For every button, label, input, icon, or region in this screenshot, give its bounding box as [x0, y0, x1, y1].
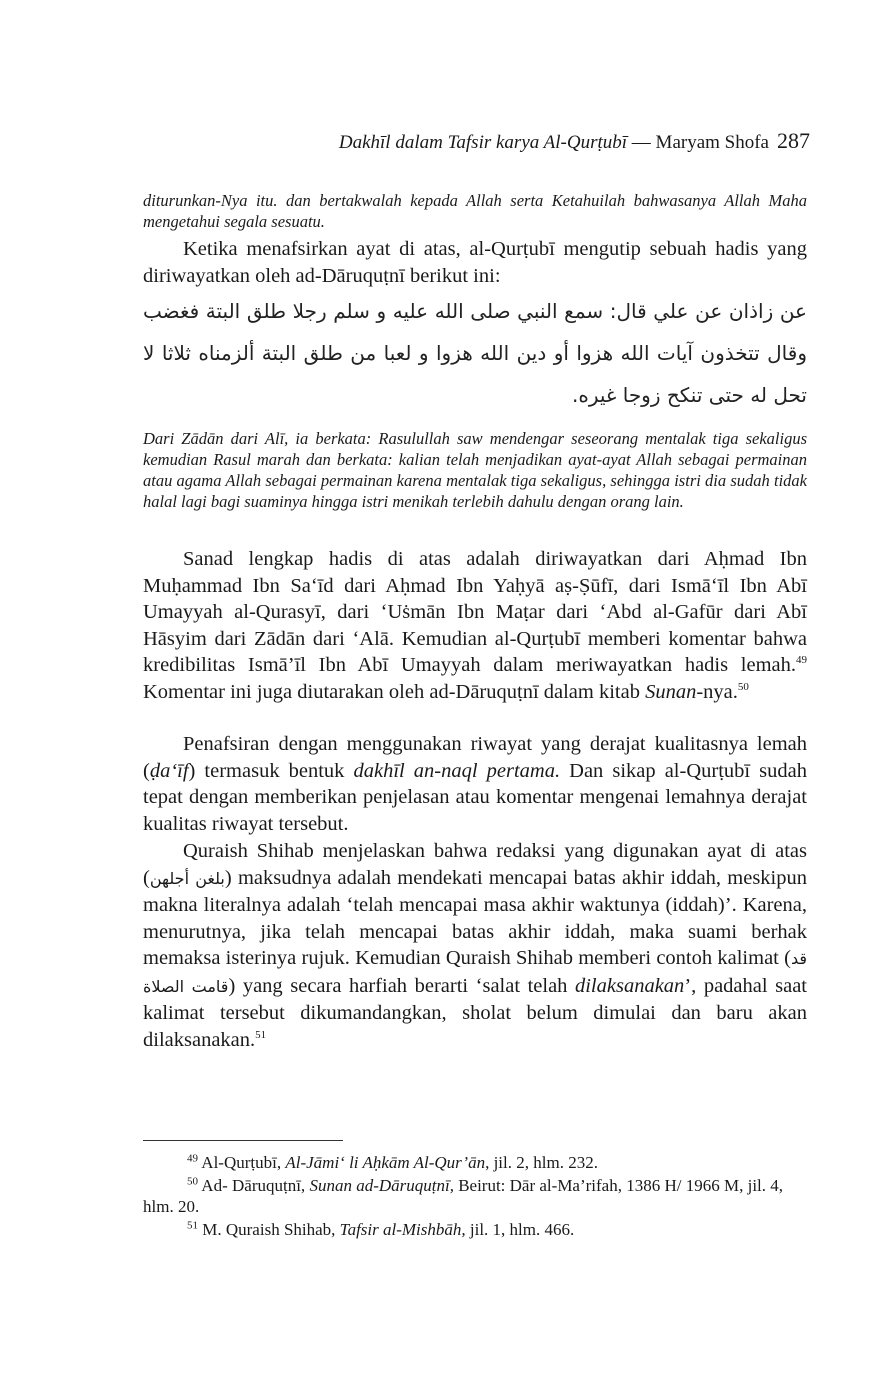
footnote-ref: 50: [737, 680, 749, 693]
footnote-50: [143, 1175, 807, 1217]
hadith-translation: Dari Zādān dari Alī, ia berkata: Rasulullah saw mendengar seseorang mentalak tiga sekaligus kemudian Rasul marah dan berkata: kalian telah menjadikan ayat-ayat Allah sebagai permainan atau agama Allah sebagai permainan karena mentalak tiga sekaligus, sehingga istri dia sudah tidak halal lagi bagi suaminya hingga istri menikah terlebih dahulu dengan orang lain.: [143, 429, 807, 511]
footnote-text: Al-Qurṭubī,: [198, 1153, 286, 1172]
paragraph-quraish: [143, 838, 807, 1053]
paragraph-sanad: [143, 546, 807, 705]
book-title: Sunan: [645, 680, 697, 703]
footnote-ref: 49: [796, 654, 807, 667]
page-number: 287: [777, 128, 810, 153]
arabic-inline-2: قد قامت الصلاة: [143, 949, 807, 996]
footnote-49: [143, 1152, 807, 1173]
term-daif: ḍa‘īf: [149, 759, 189, 782]
penafsiran-text-2: ) termasuk bentuk: [188, 759, 354, 782]
hadith-arabic: عن زاذان عن علي قال: سمع النبي صلى الله عليه و سلم رجلا طلق البتة فغضب وقال تتخذون آيات الله هزوا أو دين الله هزوا و لعبا من طلق البتة ألزمناه ثلاثا لا تحل له حتى تنكح زوجا غيره.: [143, 299, 807, 407]
quraish-text-4: ’, padahal saat kalimat tersebut dikumandangkan, sholat belum dimulai dan baru akan dilaksanakan.: [143, 974, 807, 1051]
footnote-ref: 51: [255, 1028, 267, 1041]
footnote-title: Al-Jāmi‘ li Aḥkām Al-Qur’ān: [285, 1153, 486, 1172]
term-dilaksanakan: dilaksanakan: [574, 974, 685, 997]
header-title: Dakhīl dalam Tafsir karya Al-Qurṭubī: [338, 132, 628, 153]
penafsiran-text-3: Dan sikap al-Qurṭubī sudah tepat dengan memberikan penjelasan atau komentar mengenai lemahnya derajat kualitas riwayat tersebut.: [143, 759, 807, 835]
sanad-text-2: Komentar ini juga diutarakan oleh ad-Dāruquṭnī dalam kitab: [143, 680, 646, 703]
footnote-text: jil. 1, hlm. 466.: [465, 1220, 575, 1239]
header-author: Maryam Shofa: [655, 132, 769, 153]
footnote-text: , jil. 2, hlm. 232.: [485, 1153, 598, 1172]
footnote-text: Beirut: Dār al-Ma’rifah, 1386 H/ 1966 M, jil. 4, hlm. 20.: [143, 1176, 784, 1216]
paragraph-penafsiran: [143, 731, 807, 837]
paragraph-intro: Ketika menafsirkan ayat di atas, al-Qurṭubī mengutip sebuah hadis yang diriwayatkan oleh ad-Dāruquṭnī berikut ini:: [143, 238, 807, 287]
footnote-divider: [143, 1140, 343, 1141]
footnote-number: 50: [187, 1175, 198, 1188]
penafsiran-text-1: Penafsiran dengan menggunakan riwayat yang derajat kualitasnya lemah (: [143, 733, 807, 782]
arabic-inline-1: بلغن أجلهن: [149, 868, 225, 888]
quraish-text-3: ) yang secara harfiah berarti ‘salat telah: [228, 974, 575, 997]
quraish-text-2: ) maksudnya adalah mendekati mencapai batas akhir iddah, meskipun makna literalnya adalah ‘telah mencapai masa akhir waktunya (iddah)’. Karena, menurutnya, jika telah mencapai batas akhir iddah, maka suami berhak memaksa isterinya rujuk. Kemudian Quraish Shihab memberi contoh kalimat (: [143, 866, 808, 969]
footnote-51: [143, 1219, 807, 1240]
footnote-title: Sunan ad-Dāruquṭnī,: [309, 1176, 454, 1195]
sanad-text-3: -nya.: [696, 680, 738, 703]
footnote-title: Tafsir al-Mishbāh,: [339, 1220, 466, 1239]
footnote-text: Ad- Dāruquṭnī,: [198, 1176, 310, 1195]
header-separator: —: [627, 132, 656, 153]
term-dakhil: dakhīl an-naql pertama.: [353, 759, 561, 782]
footnote-number: 49: [187, 1152, 198, 1165]
quote-continuation: diturunkan-Nya itu. dan bertakwalah kepada Allah serta Ketahuilah bahwasanya Allah Maha mengetahui segala sesuatu.: [143, 191, 807, 231]
running-header: [140, 128, 810, 154]
sanad-text: Sanad lengkap hadis di atas adalah diriwayatkan dari Aḥmad Ibn Muḥammad Ibn Sa‘īd dari Aḥmad Ibn Yaḥyā aṣ-Ṣūfī, dari Ismā‘īl Ibn Abī Umayyah al-Qurasyī, dari ‘Uṡmān Ibn Maṭar dari ‘Abd al-Gafūr dari Abī Hāsyim dari Zādān dari ‘Alā. Kemudian al-Qurṭubī memberi komentar bahwa kredibilitas Ismā’īl Ibn Abī Umayyah dalam meriwayatkan hadis lemah.: [143, 548, 807, 676]
footnote-number: 51: [187, 1219, 198, 1232]
footnote-text: M. Quraish Shihab,: [198, 1220, 340, 1239]
quraish-text-1: Quraish Shihab menjelaskan bahwa redaksi yang digunakan ayat di atas (: [143, 840, 807, 889]
